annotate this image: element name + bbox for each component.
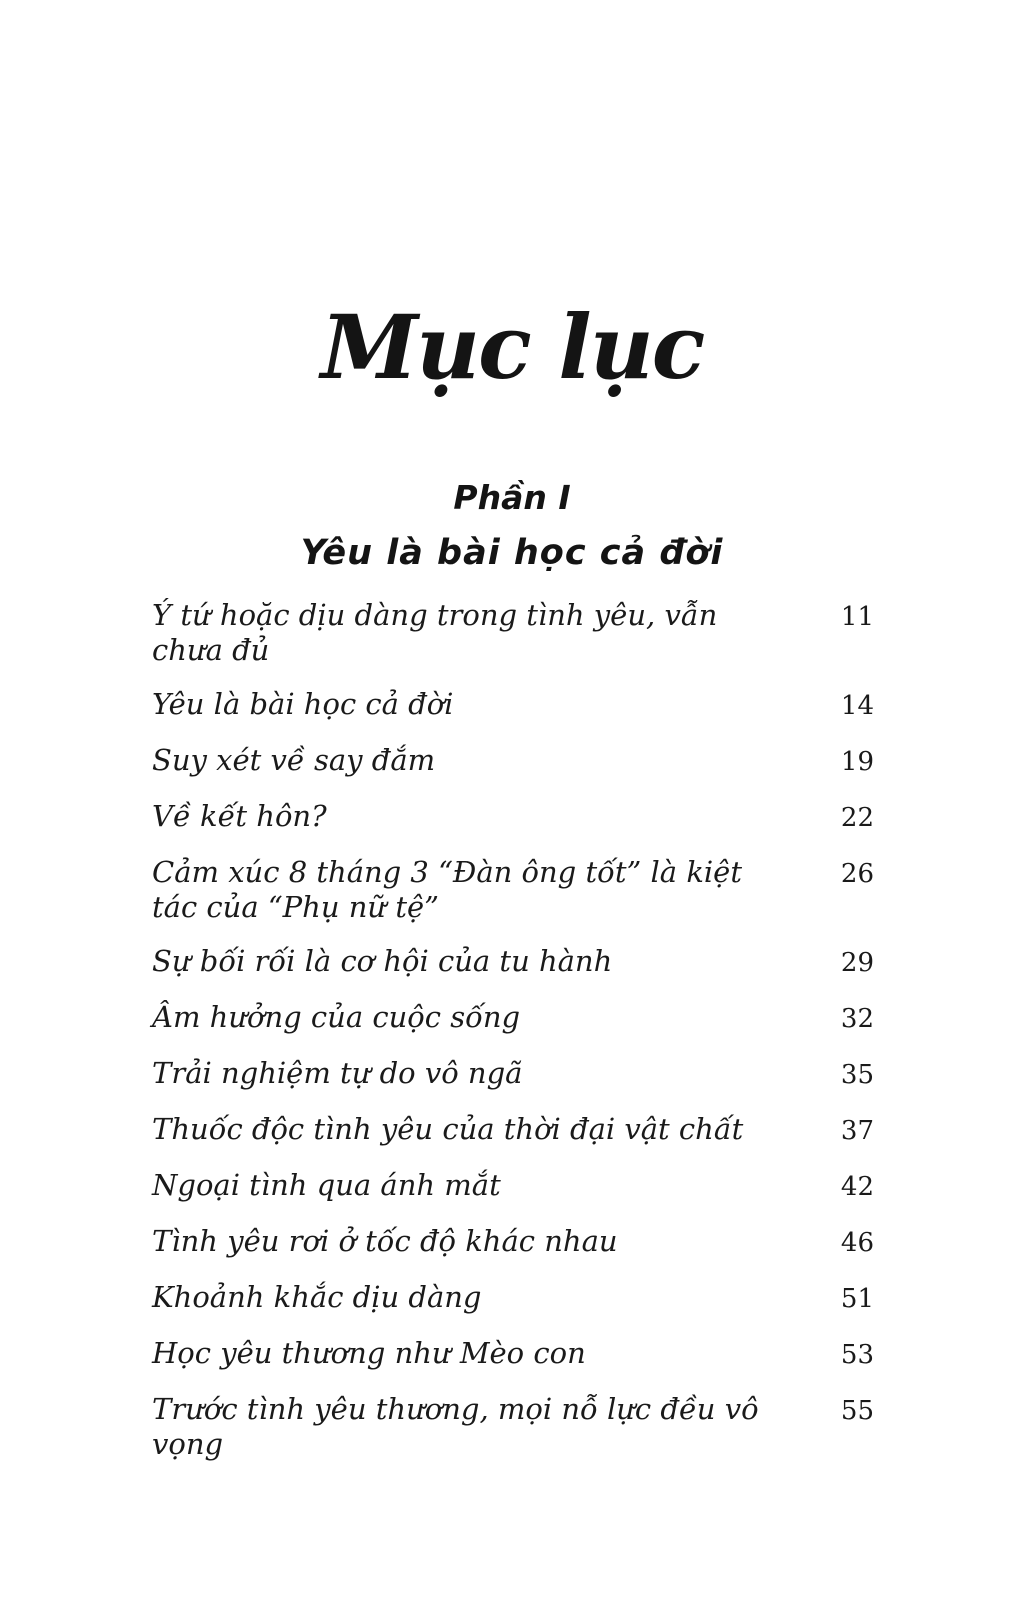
entry-page-number: 19: [840, 747, 874, 777]
entry-page-number: 55: [840, 1396, 874, 1426]
entry-page-number: 35: [840, 1060, 874, 1090]
entry-title: Yêu là bài học cả đời: [152, 687, 454, 721]
toc-entry: [152, 855, 874, 925]
entry-title: Tình yêu rơi ở tốc độ khác nhau: [152, 1224, 618, 1258]
toc-entry: [152, 1000, 874, 1037]
toc-entry: [152, 598, 874, 668]
entry-title: Cảm xúc 8 tháng 3 “Đàn ông tốt” là kiệt tác của “Phụ nữ tệ”: [152, 855, 742, 924]
entry-title: Ý tứ hoặc dịu dàng trong tình yêu, vẫn chưa đủ: [152, 598, 718, 667]
part-label: Phần I: [453, 478, 571, 517]
entry-title: Học yêu thương như Mèo con: [152, 1336, 586, 1370]
entry-title: Khoảnh khắc dịu dàng: [152, 1280, 482, 1314]
entry-page-number: 29: [840, 948, 874, 978]
entry-title: Thuốc độc tình yêu của thời đại vật chất: [152, 1112, 744, 1146]
toc-entry: [152, 743, 874, 780]
entry-page-number: 46: [840, 1228, 874, 1258]
entry-title: Âm hưởng của cuộc sống: [152, 1000, 521, 1034]
toc-entry: [152, 1168, 874, 1205]
entry-page-number: 11: [840, 602, 874, 632]
toc-entries: [152, 598, 874, 1481]
toc-entry: [152, 687, 874, 724]
toc-entry: [152, 799, 874, 836]
entry-page-number: 14: [840, 691, 874, 721]
entry-page-number: 51: [840, 1284, 874, 1314]
entry-title: Ngoại tình qua ánh mắt: [152, 1168, 501, 1202]
toc-entry: [152, 944, 874, 981]
entry-page-number: 26: [840, 859, 874, 889]
entry-title: Sự bối rối là cơ hội của tu hành: [152, 944, 613, 978]
entry-title: Trải nghiệm tự do vô ngã: [152, 1056, 523, 1090]
toc-entry: [152, 1392, 874, 1462]
page-title: Mục lục: [320, 295, 704, 399]
toc-entry: [152, 1112, 874, 1149]
entry-title: Trước tình yêu thương, mọi nỗ lực đều vô vọng: [152, 1392, 759, 1461]
toc-entry: [152, 1280, 874, 1317]
entry-page-number: 22: [840, 803, 874, 833]
entry-page-number: 37: [840, 1116, 874, 1146]
entry-page-number: 53: [840, 1340, 874, 1370]
toc-entry: [152, 1224, 874, 1261]
toc-entry: [152, 1336, 874, 1373]
entry-page-number: 32: [840, 1004, 874, 1034]
entry-title: Về kết hôn?: [152, 799, 327, 833]
part-title: Yêu là bài học cả đời: [300, 533, 724, 573]
entry-title: Suy xét về say đắm: [152, 743, 436, 777]
toc-entry: [152, 1056, 874, 1093]
entry-page-number: 42: [840, 1172, 874, 1202]
